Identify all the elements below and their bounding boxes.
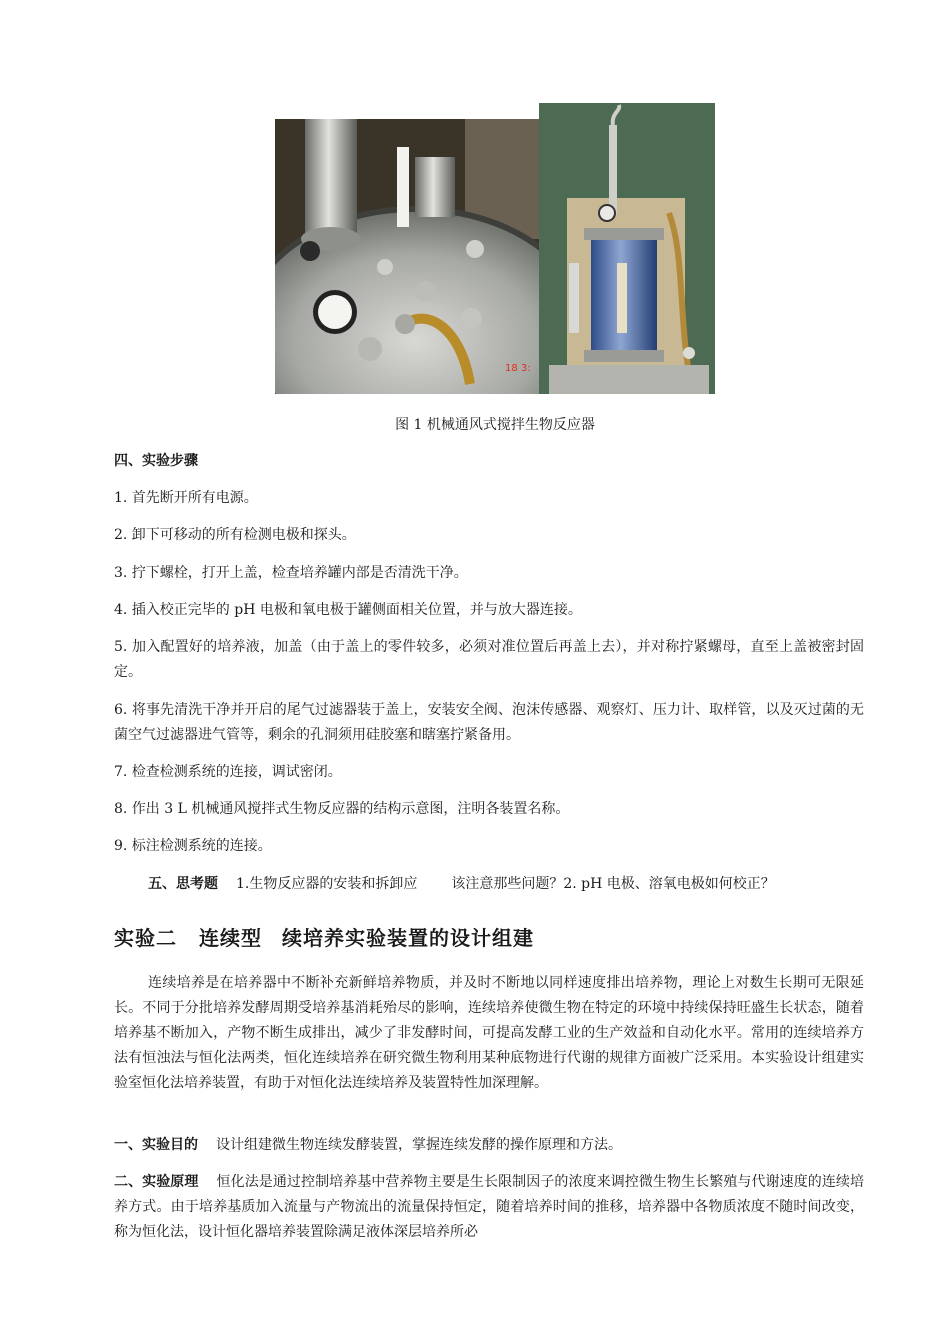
question-text-a: 1.生物反应器的安装和拆卸应 <box>236 876 418 892</box>
step-7: 7. 检查检测系统的连接，调试密闭。 <box>114 764 342 780</box>
figure-caption: 图 1 机械通风式搅拌生物反应器 <box>395 417 595 433</box>
step-9: 9. 标注检测系统的连接。 <box>114 838 272 854</box>
section-heading-questions: 五、思考题 <box>148 876 218 892</box>
experiment-intro: 连续培养是在培养器中不断补充新鲜培养物质，并及时不断地以同样速度排出培养物，理论上对数生长期可无限延长。不同于分批培养发酵周期受培养基消耗殆尽的影响，连续培养使微生物在特定的环境中持续保持旺盛生长状态，随着培养基不断加入，产物不断生成排出，减少了非发酵时间，可提高发酵工业的生产效益和自动化水平。常用的连续培养方法有恒浊法与恒化法两类，恒化连续培养在研究微生物利用某种底物进行代谢的规律方面被广泛采用。本实验设计组建实验室恒化法培养装置，有助于对恒化法连续培养及装置特性加深理解。 <box>114 975 864 1091</box>
step-6: 6. 将事先清洗干净并开启的尾气过滤器装于盖上，安装安全阀、泡沫传感器、观察灯、压力计、取样管，以及灭过菌的无菌空气过滤器进气管等，剩余的孔洞须用硅胶塞和瞎塞拧紧备用。 <box>114 702 864 743</box>
purpose-text: 设计组建微生物连续发酵装置，掌握连续发酵的操作原理和方法。 <box>216 1137 622 1153</box>
step-2: 2. 卸下可移动的所有检测电极和探头。 <box>114 527 356 543</box>
question-text-b: 该注意那些问题？2. pH 电极、溶氧电极如何校正？ <box>451 876 775 892</box>
section-heading-steps: 四、实验步骤 <box>114 453 198 469</box>
reactor-assembly-photo <box>539 103 715 394</box>
experiment-principle <box>114 1170 864 1245</box>
step-3: 3. 拧下螺栓，打开上盖，检查培养罐内部是否清洗干净。 <box>114 565 468 581</box>
section-heading-principle: 二、实验原理 <box>114 1174 199 1190</box>
experiment-title-rest: 续培养实验装置的设计组建 <box>282 926 534 950</box>
step-5: 5. 加入配置好的培养液，加盖（由于盖上的零件较多，必须对准位置后再盖上去），并对称拧紧螺母，直至上盖被密封固定。 <box>114 639 864 680</box>
experiment-title <box>114 922 534 951</box>
experiment-title-mid: 连续型 <box>199 926 262 950</box>
experiment-purpose <box>114 1133 864 1158</box>
photo-timestamp: 18 3: <box>505 363 531 374</box>
step-8: 8. 作出 3 L 机械通风搅拌式生物反应器的结构示意图，注明各装置名称。 <box>114 801 570 817</box>
reactor-lid-photo <box>275 119 539 394</box>
section-heading-purpose: 一、实验目的 <box>114 1137 198 1153</box>
experiment-title-prefix: 实验二 <box>114 926 177 950</box>
step-4: 4. 插入校正完毕的 pH 电极和氧电极于罐侧面相关位置，并与放大器连接。 <box>114 602 582 618</box>
step-1: 1. 首先断开所有电源。 <box>114 490 258 506</box>
principle-text: 恒化法是通过控制培养基中营养物主要是生长限制因子的浓度来调控微生物生长繁殖与代谢速度的连续培养方式。由于培养基质加入流量与产物流出的流量保持恒定，随着培养时间的推移，培养器中各物质浓度不随时间改变，称为恒化法，设计恒化器培养装置除满足液体深层培养所必 <box>114 1174 865 1240</box>
thinking-questions <box>148 872 878 897</box>
